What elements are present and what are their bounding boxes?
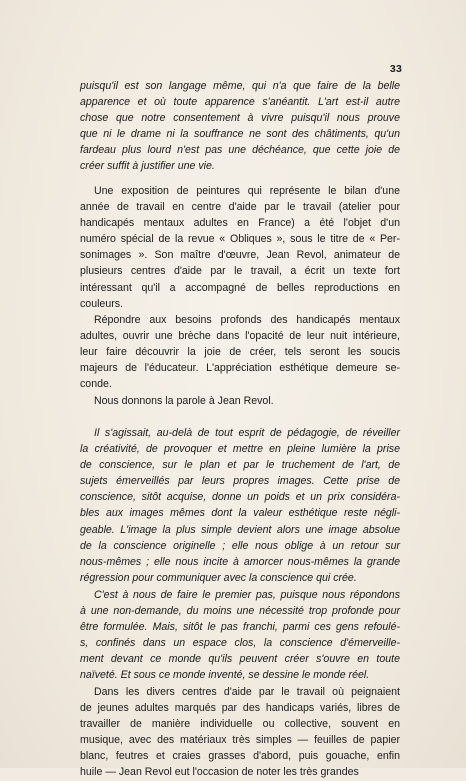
text-line: être formulée. Mais, sitôt le pas franchi, parmi ces gens refoulé-	[80, 621, 400, 634]
text-line: s, confinés dans un espace clos, la conscience d'émerveille-	[80, 637, 400, 650]
text-line: adultes, ouvrir une brèche dans l'opacité de leur nuit intérieure,	[80, 330, 400, 343]
text-line: Répondre aux besoins profonds des handicapés mentaux	[94, 314, 400, 326]
paragraph-2	[80, 183, 400, 312]
text-line: sujets émerveillés par leurs propres images. Cette prise de	[80, 475, 400, 488]
text-line: Dans les divers centres d'aide par le travail où peignaient	[94, 686, 400, 698]
text-line: blanc, feutres et craies grasses d'abord, puis gouache, enfin	[80, 750, 400, 763]
text-line: créer suffit à justifier une vie.	[80, 160, 215, 173]
text-line: Il s'agissait, au-delà de tout esprit de pédagogie, de réveiller	[94, 427, 400, 439]
paragraph-italic-5	[80, 425, 400, 586]
paragraph-4	[80, 393, 400, 409]
text-line: geable. L'image la plus simple devient alors une image absolue	[80, 523, 400, 536]
text-line: Nous donnons la parole à Jean Revol.	[94, 395, 274, 407]
text-line: bles aux images mêmes dont la valeur esthétique reste négli-	[80, 507, 400, 520]
text-line: plusieurs centres d'aide par le travail, a écrit un texte fort	[80, 265, 400, 278]
text-line: de conscience, sur le plan et par le truchement de l'art, de	[80, 459, 400, 472]
text-line: de jeunes adultes marqués par des handicaps variés, libres de	[80, 702, 400, 715]
text-line: régression pour communiquer avec la conscience qui crée.	[80, 571, 357, 584]
paragraph-7	[80, 684, 400, 781]
text-line: chose que notre consentement à vivre puisqu'il nous prouve	[80, 112, 400, 125]
text-line: de la conscience originelle ; elle nous oblige à un retour sur	[80, 539, 400, 552]
text-line: nous-mêmes ; elle nous incite à amorcer nous-mêmes la grande	[80, 555, 400, 568]
text-line: handicapés mentaux adultes en France) a été l'objet d'un	[80, 217, 400, 230]
paragraph-3	[80, 312, 400, 392]
text-line: leur faire découvrir la joie de créer, tels seront les soucis	[80, 346, 400, 359]
text-line: musique, avec des matériaux très simples — feuilles de papier	[80, 734, 400, 747]
text-line: ment devant ce monde qu'ils peuvent créer s'ouvre en toute	[80, 653, 400, 666]
text-line: Une exposition de peintures qui représente le bilan d'une	[94, 185, 400, 197]
text-line: majeurs de l'éducateur. L'appréciation esthétique demeure se-	[80, 362, 400, 375]
text-line: apparence et où toute apparence s'anéantit. L'art est-il autre	[80, 96, 400, 109]
text-line: naïveté. Et sous ce monde inventé, se dessine le monde réel.	[80, 669, 370, 682]
text-line: puisqu'il est son langage même, qui n'a que faire de la belle	[80, 80, 400, 92]
text-line: intéressant qu'il a accompagné de belles reproductions en	[80, 281, 400, 294]
text-line: la créativité, de provoquer et mettre en pleine lumière la prise	[80, 443, 400, 456]
page-number: 33	[389, 63, 402, 75]
text-line: conscience, sitôt acquise, donne un poids et un prix considéra-	[80, 491, 400, 504]
paragraph-italic-1	[80, 78, 400, 175]
text-line: C'est à nous de faire le premier pas, puisque nous répondons	[94, 589, 400, 601]
text-line: que ni le drame ni la souffrance ne sont des châtiments, qu'un	[80, 128, 400, 141]
text-line: couleurs.	[80, 297, 123, 310]
text-line: année de travail en centre d'aide par le travail (atelier pour	[80, 201, 400, 214]
text-line: à une non-demande, du moins une nécessité trop profonde pour	[80, 605, 400, 618]
text-line: huile — Jean Revol eut l'occasion de noter les très grandes	[80, 766, 359, 779]
text-line: numéro spécial de la revue « Obliques », sous le titre de « Per-	[80, 233, 400, 246]
text-line: sonimages ». Son maître d'œuvre, Jean Revol, animateur de	[80, 249, 400, 262]
paragraph-italic-6	[80, 587, 400, 684]
text-line: fardeau plus lourd n'est pas une déchéance, que cette joie de	[80, 144, 400, 157]
text-line: conde.	[80, 378, 112, 391]
text-line: travailler de manière individuelle ou collective, souvent en	[80, 718, 400, 731]
